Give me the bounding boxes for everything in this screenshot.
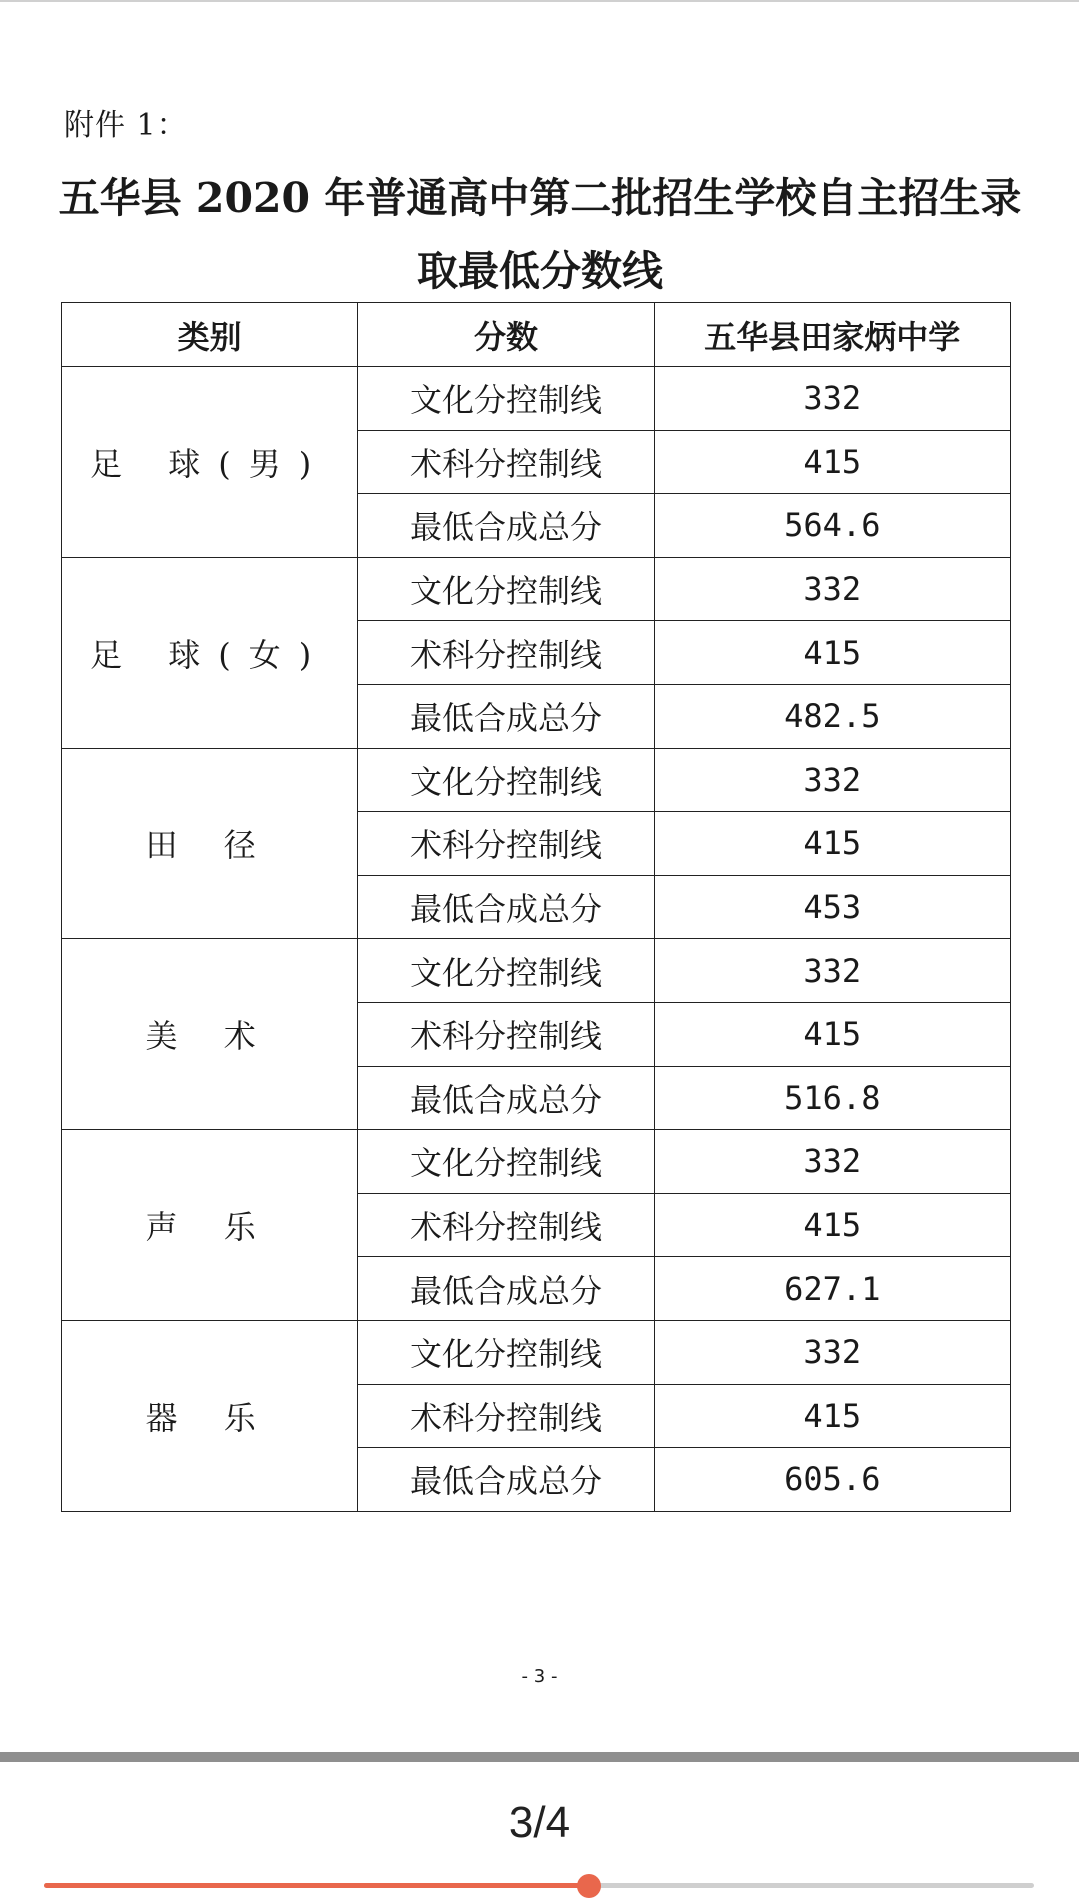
score-value-cell: 332 <box>654 1320 1010 1384</box>
table-header-row <box>62 303 1011 367</box>
table-body <box>62 367 1011 1512</box>
score-value-cell: 415 <box>654 1384 1010 1448</box>
score-item-cell: 文化分控制线 <box>358 1130 654 1194</box>
score-item-cell: 文化分控制线 <box>358 748 654 812</box>
table-row <box>62 748 1011 812</box>
score-table <box>61 302 1011 1512</box>
score-value-cell: 415 <box>654 812 1010 876</box>
score-value-cell: 415 <box>654 430 1010 494</box>
viewer-divider <box>0 1752 1079 1762</box>
score-value-cell: 453 <box>654 875 1010 939</box>
score-item-cell: 术科分控制线 <box>358 1384 654 1448</box>
header-category: 类别 <box>62 303 358 367</box>
score-value-cell: 332 <box>654 367 1010 431</box>
score-value-cell: 516.8 <box>654 1066 1010 1130</box>
score-item-cell: 术科分控制线 <box>358 812 654 876</box>
score-item-cell: 最低合成总分 <box>358 494 654 558</box>
header-score: 分数 <box>358 303 654 367</box>
table-row <box>62 1130 1011 1194</box>
score-item-cell: 术科分控制线 <box>358 1002 654 1066</box>
category-cell: 声 乐 <box>62 1130 358 1321</box>
score-item-cell: 术科分控制线 <box>358 621 654 685</box>
score-value-cell: 332 <box>654 748 1010 812</box>
score-item-cell: 文化分控制线 <box>358 557 654 621</box>
attachment-label: 附件 1： <box>64 108 188 143</box>
document-title-line-1: 五华县 2020 年普通高中第二批招生学校自主招生录 <box>58 174 1022 222</box>
score-value-cell: 332 <box>654 939 1010 1003</box>
score-item-cell: 文化分控制线 <box>358 367 654 431</box>
top-divider <box>0 0 1079 2</box>
category-cell: 足 球(女) <box>62 557 358 748</box>
score-value-cell: 482.5 <box>654 684 1010 748</box>
score-value-cell: 415 <box>654 621 1010 685</box>
table-row <box>62 367 1011 431</box>
page-progress-slider[interactable] <box>44 1883 1034 1888</box>
score-item-cell: 最低合成总分 <box>358 1066 654 1130</box>
document-title-line-2: 取最低分数线 <box>417 247 663 295</box>
score-item-cell: 最低合成总分 <box>358 684 654 748</box>
score-value-cell: 332 <box>654 1130 1010 1194</box>
score-item-cell: 文化分控制线 <box>358 1320 654 1384</box>
page-progress-fill <box>44 1883 589 1888</box>
category-cell: 美 术 <box>62 939 358 1130</box>
header-school: 五华县田家炳中学 <box>654 303 1010 367</box>
category-cell: 足 球(男) <box>62 367 358 558</box>
table-row <box>62 1320 1011 1384</box>
score-value-cell: 564.6 <box>654 494 1010 558</box>
score-value-cell: 605.6 <box>654 1448 1010 1512</box>
score-item-cell: 最低合成总分 <box>358 1448 654 1512</box>
table-row <box>62 557 1011 621</box>
score-value-cell: 332 <box>654 557 1010 621</box>
score-item-cell: 术科分控制线 <box>358 1193 654 1257</box>
score-value-cell: 627.1 <box>654 1257 1010 1321</box>
page-footer-number: - 3 - <box>521 1666 558 1687</box>
score-item-cell: 术科分控制线 <box>358 430 654 494</box>
page-progress-thumb[interactable] <box>577 1874 601 1898</box>
table-row <box>62 939 1011 1003</box>
page-indicator: 3/4 <box>508 1798 571 1847</box>
score-item-cell: 最低合成总分 <box>358 875 654 939</box>
category-cell: 田 径 <box>62 748 358 939</box>
score-item-cell: 文化分控制线 <box>358 939 654 1003</box>
score-item-cell: 最低合成总分 <box>358 1257 654 1321</box>
score-value-cell: 415 <box>654 1193 1010 1257</box>
score-value-cell: 415 <box>654 1002 1010 1066</box>
category-cell: 器 乐 <box>62 1320 358 1511</box>
